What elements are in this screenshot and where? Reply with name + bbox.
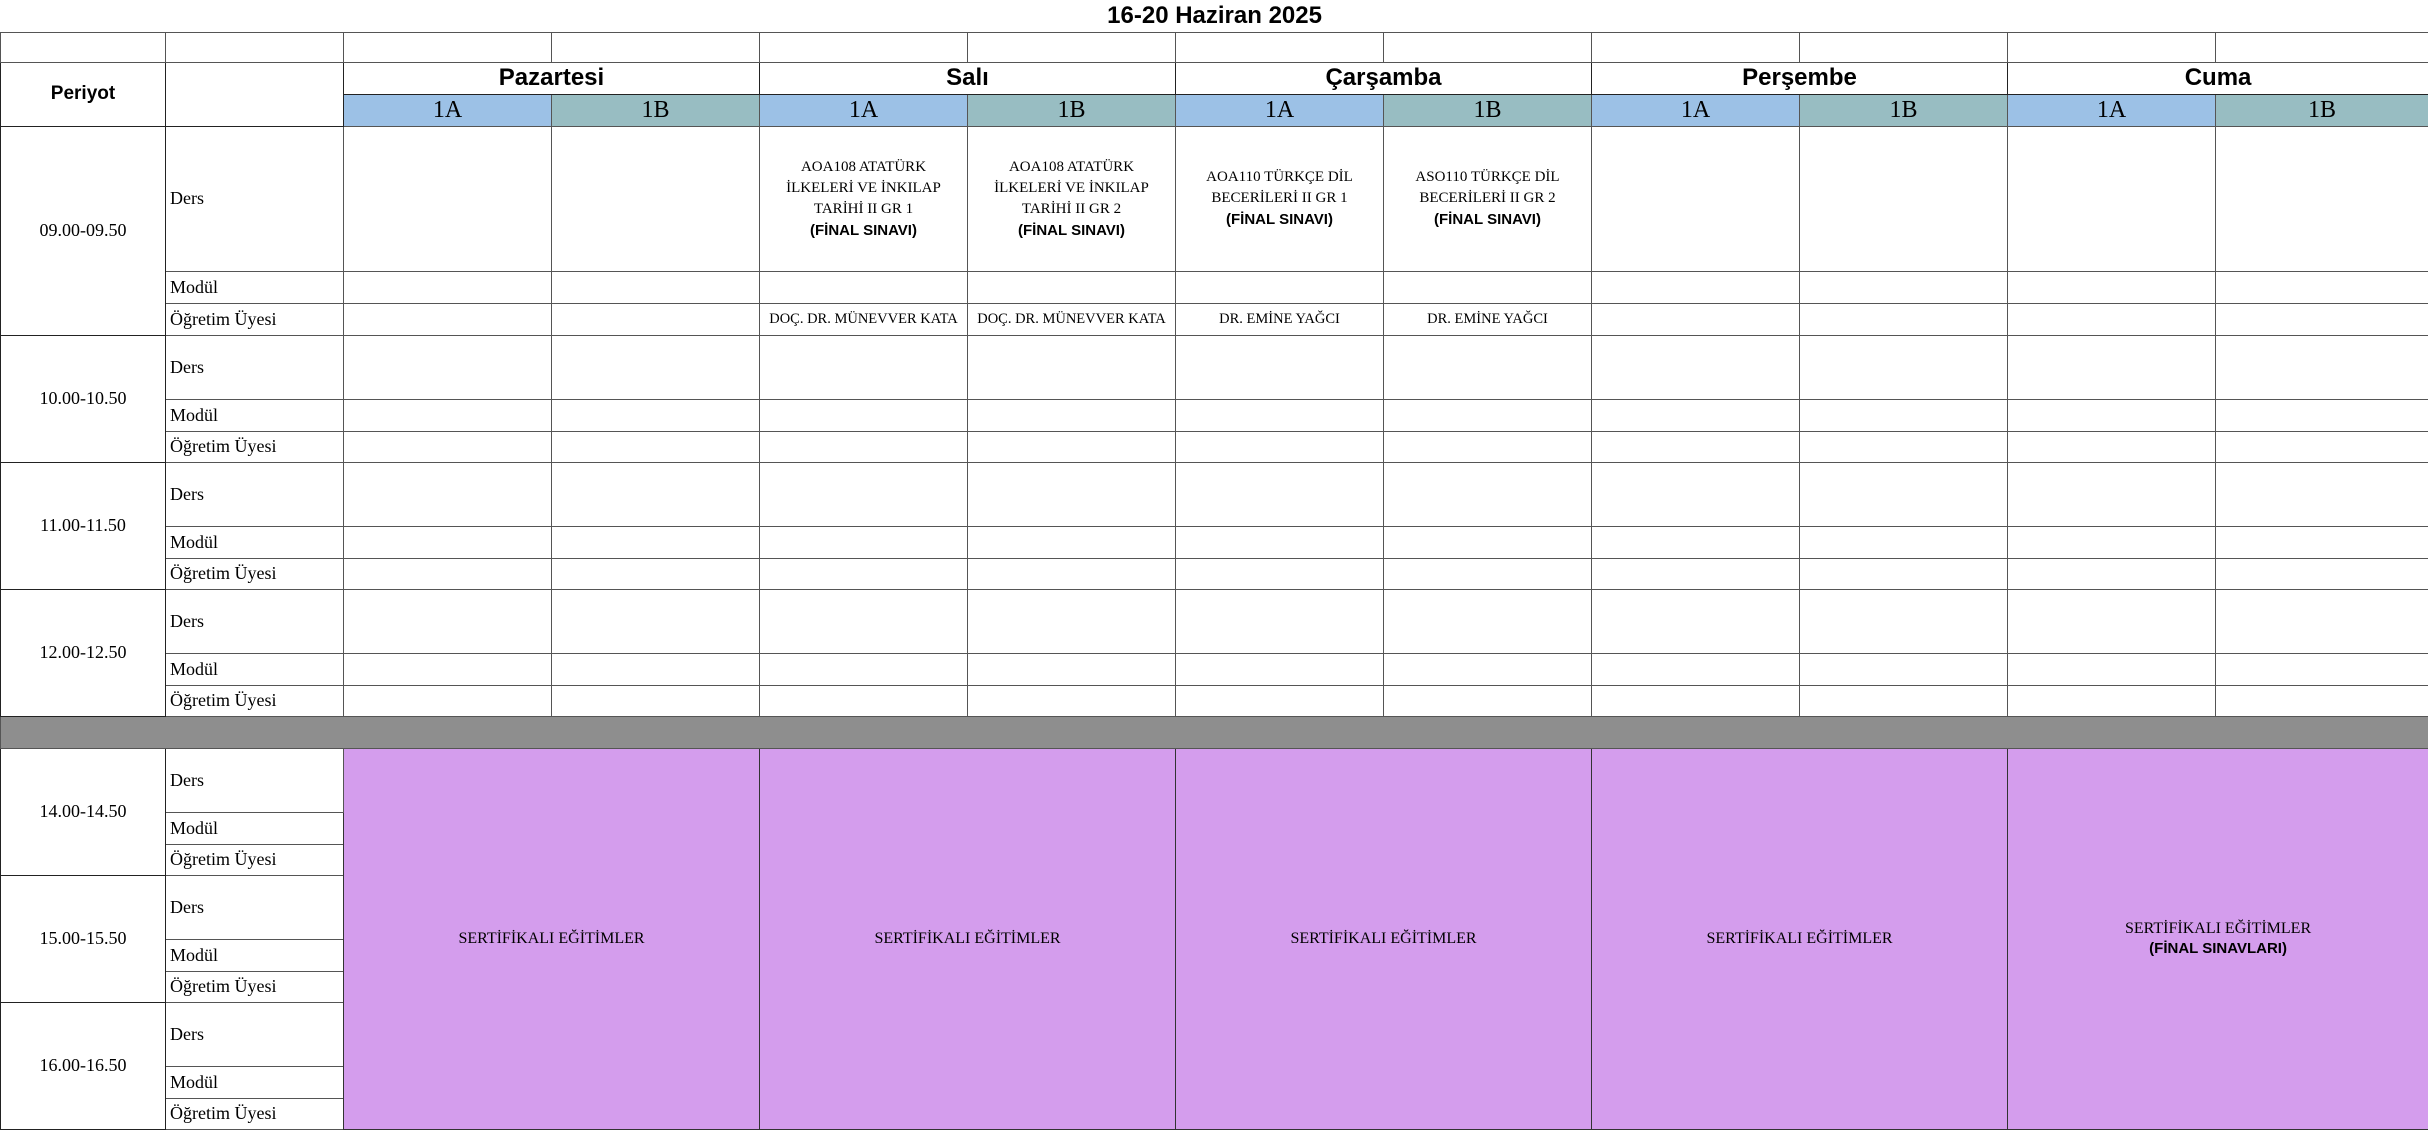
row-label-modul: Modül <box>166 526 344 558</box>
period-time: 11.00-11.50 <box>1 462 166 589</box>
schedule-cell <box>1800 126 2008 271</box>
schedule-cell <box>1592 126 1800 271</box>
row-label-ders: Ders <box>166 1002 344 1066</box>
certificate-label: SERTİFİKALI EĞİTİMLER <box>874 929 1061 947</box>
teacher-name: DOÇ. DR. MÜNEVVER KATA <box>968 303 1176 335</box>
day-header-thursday: Perşembe <box>1592 62 2008 94</box>
day-header-friday: Cuma <box>2008 62 2428 94</box>
course-line: BECERİLERİ II GR 1 <box>1211 190 1348 206</box>
row-label-ders: Ders <box>166 462 344 526</box>
course-line: AOA108 ATATÜRK <box>1008 158 1135 175</box>
course-line: AOA108 ATATÜRK <box>800 158 927 175</box>
group-1b-header: 1B <box>1800 94 2008 126</box>
periyot-header: Periyot <box>1 62 166 126</box>
final-exam-tag: (FİNAL SINAVI) <box>1226 211 1333 228</box>
exam-cell-tuesday-1a <box>760 126 968 271</box>
teacher-name: DOÇ. DR. MÜNEVVER KATA <box>760 303 968 335</box>
course-line: ASO110 TÜRKÇE DİL <box>1415 169 1560 185</box>
course-line: TARİHİ II GR 1 <box>813 200 914 217</box>
row-label-ogretim: Öğretim Üyesi <box>166 971 344 1002</box>
certificate-training-monday <box>344 748 760 1129</box>
certificate-label: SERTİFİKALI EĞİTİMLER <box>1706 929 1893 947</box>
label-header-blank <box>166 62 344 126</box>
period-time: 12.00-12.50 <box>1 589 166 716</box>
day-header-wednesday: Çarşamba <box>1176 62 1592 94</box>
group-1b-header: 1B <box>2216 94 2428 126</box>
row-label-ogretim: Öğretim Üyesi <box>166 558 344 589</box>
row-label-modul: Modül <box>166 653 344 685</box>
row-label-modul: Modül <box>166 1066 344 1098</box>
course-line: BECERİLERİ II GR 2 <box>1419 190 1556 206</box>
certificate-training-thursday <box>1592 748 2008 1129</box>
certificate-label: SERTİFİKALI EĞİTİMLER <box>458 929 645 947</box>
course-line: TARİHİ II GR 2 <box>1021 200 1122 217</box>
group-1a-header: 1A <box>344 94 552 126</box>
row-label-ders: Ders <box>166 335 344 399</box>
group-1b-header: 1B <box>552 94 760 126</box>
row-label-ogretim: Öğretim Üyesi <box>166 1098 344 1129</box>
day-header-tuesday: Salı <box>760 62 1176 94</box>
row-label-modul: Modül <box>166 939 344 971</box>
row-label-ders: Ders <box>166 748 344 812</box>
row-label-ogretim: Öğretim Üyesi <box>166 431 344 462</box>
group-1a-header: 1A <box>760 94 968 126</box>
group-1b-header: 1B <box>1384 94 1592 126</box>
final-exam-tag: (FİNAL SINAVI) <box>810 221 917 239</box>
final-exams-tag: (FİNAL SINAVLARI) <box>2149 939 2287 957</box>
schedule-cell <box>2216 126 2428 271</box>
period-time: 14.00-14.50 <box>1 748 166 875</box>
page-title: 16-20 Haziran 2025 <box>1107 1 1322 29</box>
row-label-ogretim: Öğretim Üyesi <box>166 685 344 716</box>
group-1b-header: 1B <box>968 94 1176 126</box>
final-exam-tag: (FİNAL SINAVI) <box>1434 211 1541 228</box>
row-label-modul: Modül <box>166 812 344 844</box>
certificate-training-wednesday <box>1176 748 1592 1129</box>
certificate-label: SERTİFİKALI EĞİTİMLER <box>2125 919 2312 937</box>
row-label-modul: Modül <box>166 399 344 431</box>
row-label-modul: Modül <box>166 271 344 303</box>
schedule-cell <box>2008 126 2216 271</box>
course-line: İLKELERİ VE İNKILAP <box>786 179 941 196</box>
period-time: 16.00-16.50 <box>1 1002 166 1129</box>
row-label-ders: Ders <box>166 589 344 653</box>
course-line: İLKELERİ VE İNKILAP <box>994 179 1149 196</box>
course-line: AOA110 TÜRKÇE DİL <box>1206 169 1353 185</box>
exam-cell-tuesday-1b <box>968 126 1176 271</box>
group-1a-header: 1A <box>2008 94 2216 126</box>
row-label-ders: Ders <box>166 126 344 271</box>
day-header-monday: Pazartesi <box>344 62 760 94</box>
teacher-name: DR. EMİNE YAĞCI <box>1384 303 1592 335</box>
lunch-separator <box>1 716 2428 748</box>
final-exam-tag: (FİNAL SINAVI) <box>1018 221 1125 239</box>
row-label-ogretim: Öğretim Üyesi <box>166 303 344 335</box>
period-time: 09.00-09.50 <box>1 126 166 335</box>
exam-cell-wednesday-1b <box>1384 126 1592 271</box>
teacher-name: DR. EMİNE YAĞCI <box>1176 303 1384 335</box>
row-label-ogretim: Öğretim Üyesi <box>166 844 344 875</box>
certificate-label: SERTİFİKALI EĞİTİMLER <box>1290 929 1477 947</box>
row-label-ders: Ders <box>166 875 344 939</box>
exam-cell-wednesday-1a <box>1176 126 1384 271</box>
schedule-cell <box>552 126 760 271</box>
certificate-training-friday <box>2008 748 2428 1129</box>
period-time: 15.00-15.50 <box>1 875 166 1002</box>
certificate-training-tuesday <box>760 748 1176 1129</box>
group-1a-header: 1A <box>1592 94 1800 126</box>
period-time: 10.00-10.50 <box>1 335 166 462</box>
group-1a-header: 1A <box>1176 94 1384 126</box>
schedule-cell <box>344 126 552 271</box>
